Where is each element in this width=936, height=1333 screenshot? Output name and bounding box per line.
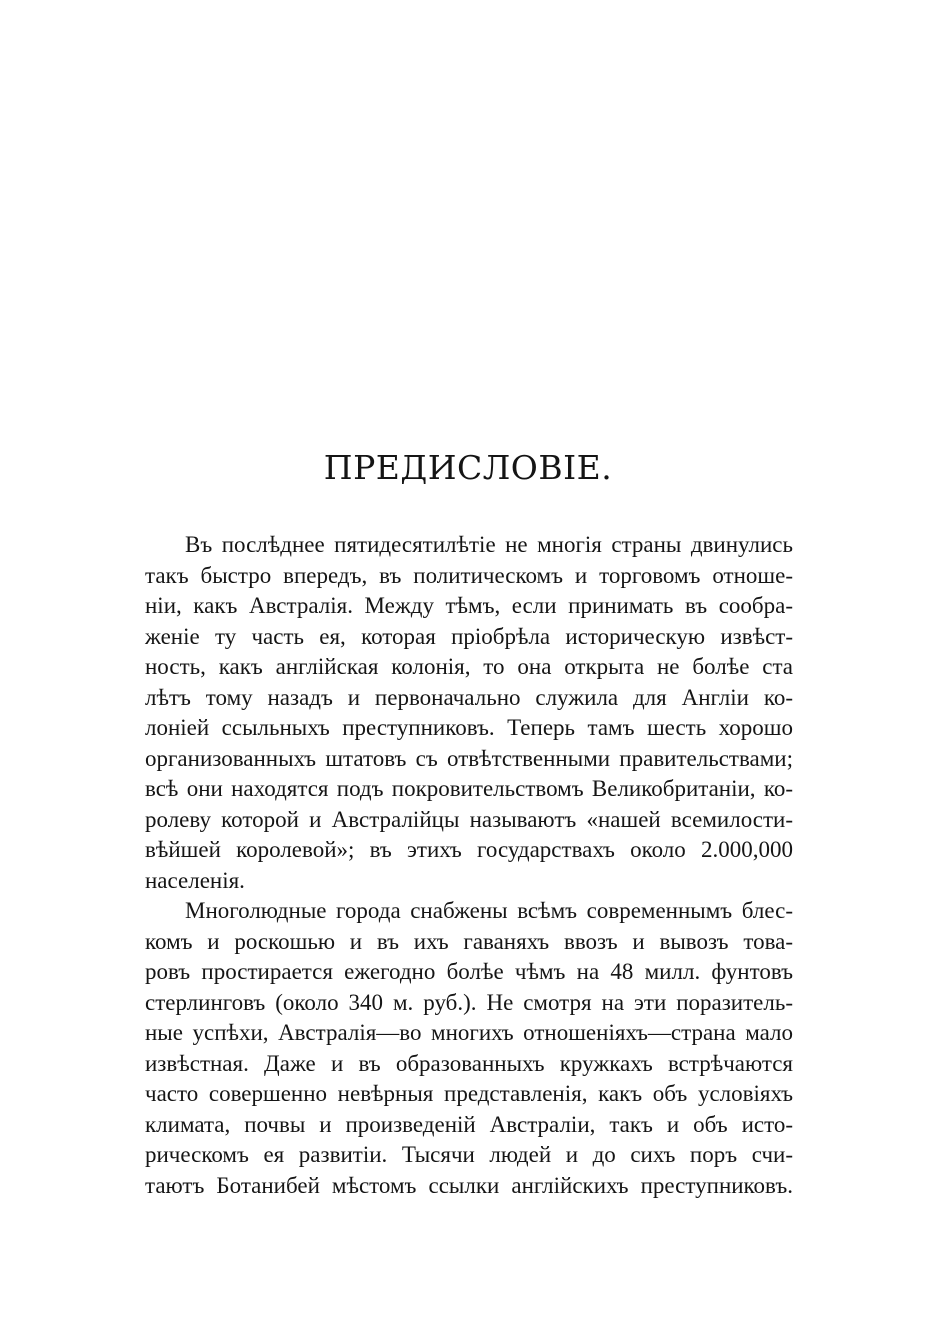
page-title: ПРЕДИСЛОВІЕ. xyxy=(323,448,613,487)
text-line: женіе ту часть ея, которая пріобрѣла историческую извѣст- xyxy=(145,623,793,649)
text-line: комъ и роскошью и въ ихъ гаваняхъ ввозъ и вывозъ това- xyxy=(145,928,793,954)
text-line: рическомъ ея развитіи. Тысячи людей и до сихъ поръ счи- xyxy=(145,1142,793,1167)
text-line: лѣтъ тому назадъ и первоначально служила для Англіи ко- xyxy=(145,684,793,710)
text-line: населенія. xyxy=(145,867,245,893)
text-line: ровъ простирается ежегодно болѣе чѣмъ на 48 милл. фунтовъ xyxy=(145,959,793,984)
paragraph-2 xyxy=(145,896,793,1201)
text-line: вѣйшей королевой»; въ этихъ государствахъ около 2.000,000 xyxy=(145,837,793,862)
text-line: ролеву которой и Австралійцы называютъ «нашей всемилости- xyxy=(145,806,793,832)
text-line: климата, почвы и произведеній Австраліи, такъ и объ исто- xyxy=(145,1111,793,1137)
text-line: ные успѣхи, Австралія—во многихъ отношеніяхъ—страна мало xyxy=(145,1020,793,1045)
text-line: Въ послѣднее пятидесятилѣтіе не многія страны двинулись xyxy=(185,532,793,557)
body-text xyxy=(145,530,793,1201)
text-line: ность, какъ англійская колонія, то она открыта не болѣе ста xyxy=(145,654,793,679)
text-line: извѣстная. Даже и въ образованныхъ кружкахъ встрѣчаются xyxy=(145,1050,793,1076)
text-line: такъ быстро впередъ, въ политическомъ и торговомъ отноше- xyxy=(145,562,793,588)
text-line: таютъ Ботанибей мѣстомъ ссылки англійскихъ преступниковъ. xyxy=(145,1172,793,1198)
text-line: лоніей ссыльныхъ преступниковъ. Теперь тамъ шесть хорошо xyxy=(145,715,793,740)
text-line: организованныхъ штатовъ съ отвѣтственными правительствами; xyxy=(145,745,793,771)
text-line: Многолюдные города снабжены всѣмъ современнымъ блес- xyxy=(185,898,793,923)
text-line: часто совершенно невѣрныя представленія, какъ объ условіяхъ xyxy=(145,1081,793,1106)
paragraph-1 xyxy=(145,530,793,896)
text-line: стерлинговъ (около 340 м. руб.). Не смотря на эти поразитель- xyxy=(145,989,793,1015)
text-line: всѣ они находятся подъ покровительствомъ Великобританіи, ко- xyxy=(145,776,793,801)
text-line: ніи, какъ Австралія. Между тѣмъ, если принимать въ сообра- xyxy=(145,593,793,618)
